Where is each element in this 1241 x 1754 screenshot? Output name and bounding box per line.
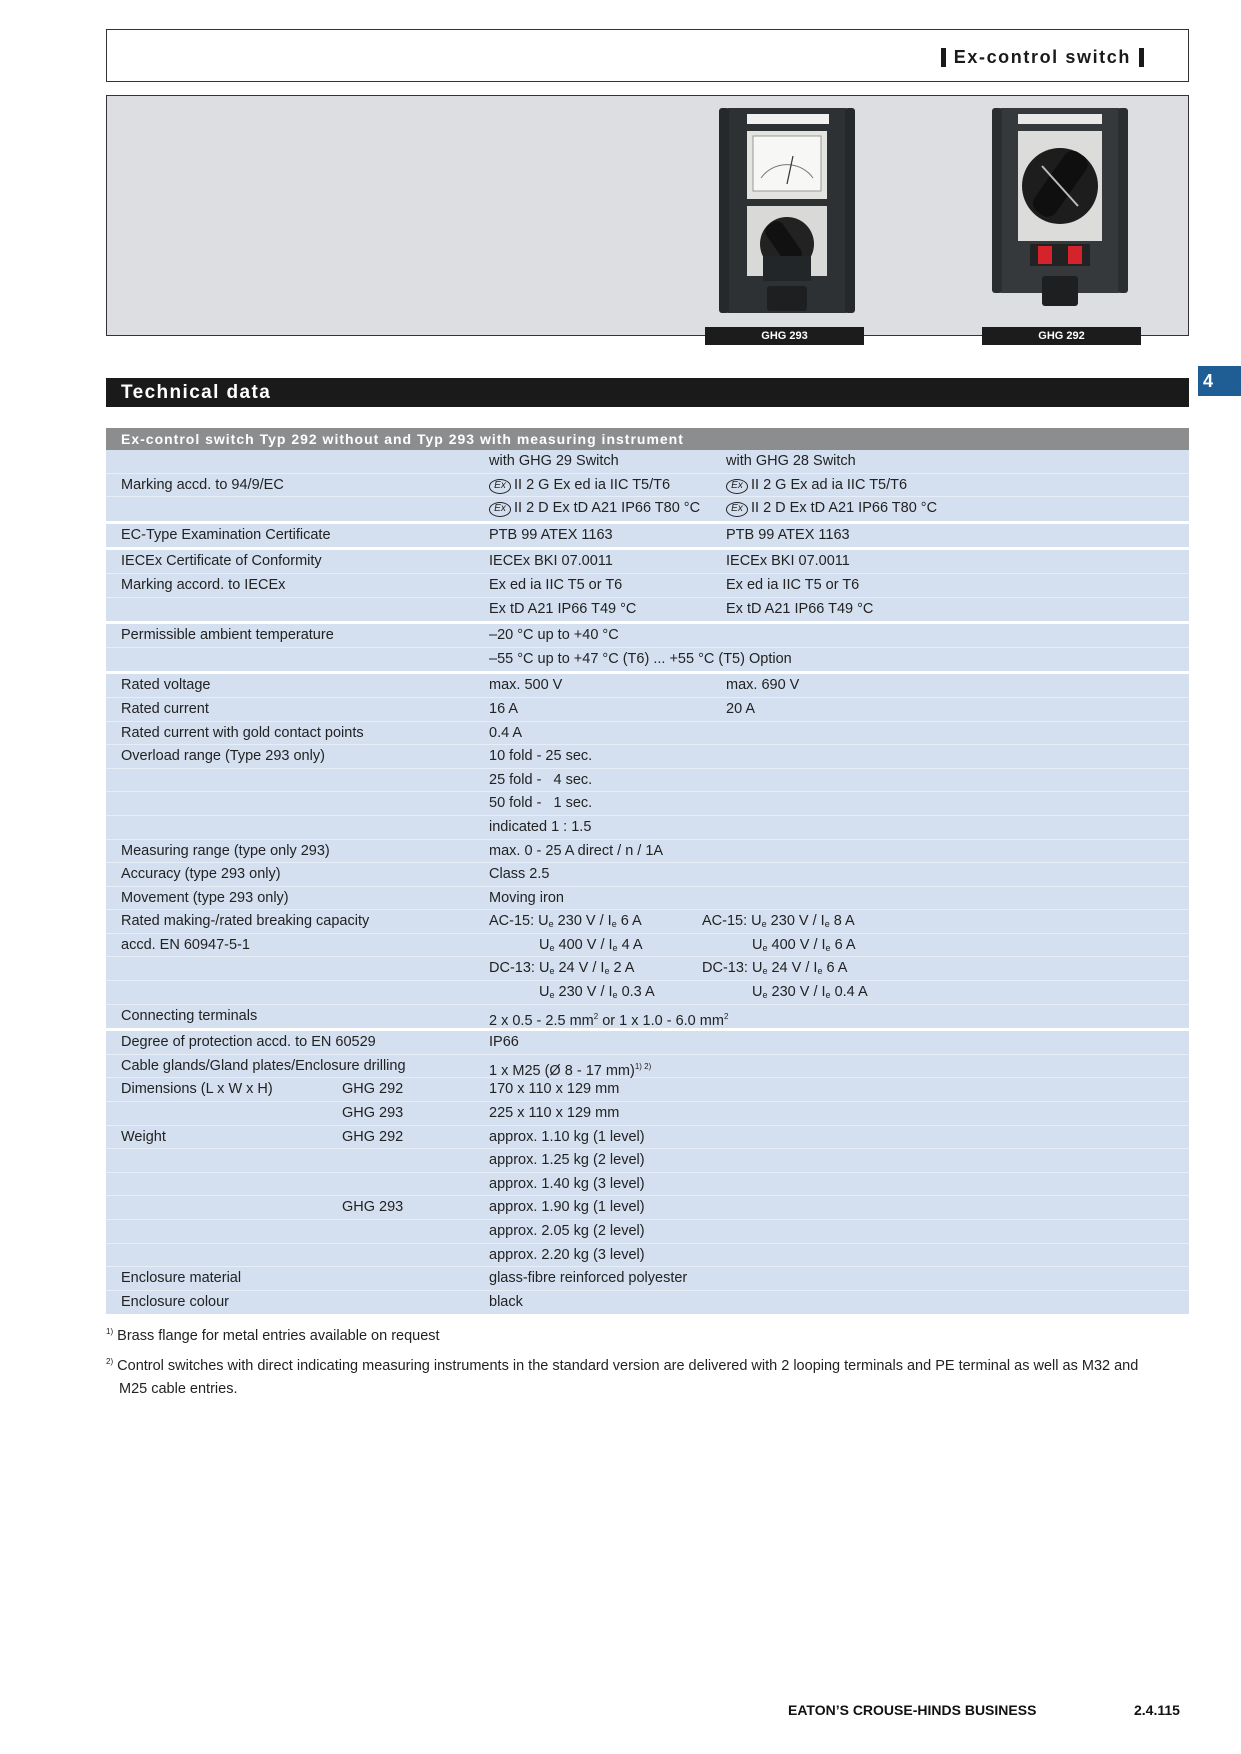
table-row <box>106 1173 1189 1197</box>
u-label: U <box>752 936 763 953</box>
table-row <box>106 1267 1189 1291</box>
cell-value: 0.4 A <box>489 724 523 741</box>
sub-label: GHG 292 <box>342 1081 404 1098</box>
row-label: Weight <box>121 1128 166 1145</box>
cell-value: glass-fibre reinforced polyester <box>489 1270 688 1287</box>
table-row <box>106 792 1189 816</box>
slash-i: / I <box>813 936 826 953</box>
row-label: Rated voltage <box>121 677 211 694</box>
cell-value: black <box>489 1293 523 1310</box>
table-row <box>106 887 1189 911</box>
row-label: Degree of protection accd. to EN 60529 <box>121 1034 376 1051</box>
sub-e: e <box>611 919 617 930</box>
cell-value: II 2 D Ex tD A21 IP66 T80 °C <box>514 500 701 517</box>
sub-e: e <box>604 966 610 977</box>
footer-page-number: 2.4.115 <box>1134 1702 1180 1718</box>
u-label: U <box>539 984 550 1001</box>
table-row <box>106 598 1189 622</box>
sub-e: e <box>549 966 555 977</box>
u-label: U <box>539 936 550 953</box>
table-row <box>106 1196 1189 1220</box>
table-heading: Ex-control switch Typ 292 without and Typ 293 with measuring instrument <box>106 428 1189 450</box>
row-label: Rated current <box>121 700 209 717</box>
header-bar-left <box>941 48 946 67</box>
cell-value: –55 °C up to +47 °C (T6) ... +55 °C (T5) Option <box>489 650 792 667</box>
table-row <box>106 957 1189 981</box>
sub-e: e <box>761 919 767 930</box>
superscript: 2 <box>593 1011 599 1021</box>
row-group-ambient <box>106 624 1189 674</box>
u-label: U <box>752 984 763 1001</box>
cell-value: II 2 G Ex ad ia IIC T5/T6 <box>751 476 908 493</box>
cell-value: 6 A <box>616 913 642 930</box>
cell-value: 25 fold - 4 sec. <box>489 771 593 788</box>
cell-value: IP66 <box>489 1034 519 1051</box>
footnote-2 <box>106 1350 1186 1401</box>
row-label: Marking accd. to 94/9/EC <box>121 476 284 493</box>
row-label: accd. EN 60947-5-1 <box>121 936 250 953</box>
sub-e: e <box>612 942 618 953</box>
footnote-text: Control switches with direct indicating measuring instruments in the standard version are delivered with 2 looping terminals and PE terminal as well as M32 and <box>117 1358 1139 1374</box>
footnote-1 <box>106 1320 440 1348</box>
cell-value: 20 A <box>726 700 756 717</box>
table-row <box>106 1078 1189 1102</box>
row-label: Rated making-/rated breaking capacity <box>121 913 370 930</box>
table-row <box>106 910 1189 934</box>
cell-value: approx. 1.40 kg (3 level) <box>489 1175 645 1192</box>
table-row <box>106 648 1189 672</box>
row-label: Overload range (Type 293 only) <box>121 748 325 765</box>
footer-company: EATON’S CROUSE-HINDS BUSINESS <box>788 1702 1037 1718</box>
cell-value: approx. 1.90 kg (1 level) <box>489 1199 645 1216</box>
cell-value: or 1 x 1.0 - 6.0 mm <box>598 1012 724 1029</box>
row-group-marking <box>106 450 1189 524</box>
cell-value: 230 V <box>553 913 600 930</box>
slash-i: / I <box>600 984 613 1001</box>
row-label: Accuracy (type 293 only) <box>121 866 281 883</box>
table-row <box>106 769 1189 793</box>
footnote-number: 2) <box>106 1357 114 1366</box>
row-group-iecex-cert <box>106 550 1189 624</box>
section-title: Technical data <box>106 378 1189 407</box>
sub-e: e <box>762 990 768 1001</box>
sub-label: GHG 292 <box>342 1128 404 1145</box>
ex-symbol-icon: Ex <box>489 479 511 494</box>
table-row <box>106 1031 1189 1055</box>
table-row <box>106 450 1189 474</box>
cell-value: IECEx BKI 07.0011 <box>726 553 850 570</box>
sub-label: GHG 293 <box>342 1105 404 1122</box>
row-label: Movement (type 293 only) <box>121 889 289 906</box>
table-row <box>106 1102 1189 1126</box>
ac15-label: AC-15: U <box>702 913 762 930</box>
cell-value: 0.4 A <box>830 984 868 1001</box>
table-row <box>106 1005 1189 1029</box>
switch-col2-header: with GHG 28 Switch <box>726 453 856 469</box>
table-row <box>106 722 1189 746</box>
cell-value: 225 x 110 x 129 mm <box>489 1105 620 1122</box>
cell-value: 1 x M25 (Ø 8 - 17 mm) <box>489 1062 635 1079</box>
row-label: Enclosure material <box>121 1270 242 1287</box>
technical-data-table <box>106 428 1189 1317</box>
table-row <box>106 574 1189 598</box>
table-row <box>106 934 1189 958</box>
sub-e: e <box>825 942 831 953</box>
row-label: Cable glands/Gland plates/Enclosure drilling <box>121 1057 406 1074</box>
table-row <box>106 524 1189 548</box>
cell-value: II 2 G Ex ed ia IIC T5/T6 <box>514 476 671 493</box>
cell-value: 400 V <box>554 936 601 953</box>
table-row <box>106 1244 1189 1268</box>
ac15-label: AC-15: U <box>489 913 549 930</box>
dc13-label: DC-13: U <box>702 960 763 977</box>
table-row <box>106 1291 1189 1315</box>
table-row <box>106 698 1189 722</box>
cell-value: –20 °C up to +40 °C <box>489 627 619 644</box>
cell-value: Moving iron <box>489 889 564 906</box>
cell-value: approx. 1.25 kg (2 level) <box>489 1152 645 1169</box>
cell-value: 4 A <box>617 936 643 953</box>
row-group-ec <box>106 524 1189 551</box>
row-group-ratings <box>106 674 1189 1031</box>
footnote-ref: 1) 2) <box>634 1061 652 1071</box>
slash-i: / I <box>813 984 826 1001</box>
ex-symbol-icon: Ex <box>726 502 748 517</box>
header-title-block <box>941 47 1144 68</box>
ghg293-product-image <box>717 106 857 316</box>
cell-value: IECEx BKI 07.0011 <box>489 553 613 570</box>
row-label: Dimensions (L x W x H) <box>121 1081 273 1098</box>
cell-value: max. 0 - 25 A direct / n / 1A <box>489 842 664 859</box>
row-label: Measuring range (type only 293) <box>121 842 330 859</box>
ghg292-product-image <box>990 106 1130 316</box>
product-image-panel <box>106 95 1189 342</box>
cell-value: 230 V <box>554 984 601 1001</box>
cell-value: max. 500 V <box>489 677 563 694</box>
table-row <box>106 497 1189 521</box>
slash-i: / I <box>599 913 612 930</box>
cell-value: 230 V <box>767 984 814 1001</box>
cell-value: approx. 1.10 kg (1 level) <box>489 1128 645 1145</box>
slash-i: / I <box>805 960 818 977</box>
cell-value: 230 V <box>766 913 813 930</box>
dc13-label: DC-13: U <box>489 960 550 977</box>
row-group-enclosure <box>106 1031 1189 1317</box>
row-label: Permissible ambient temperature <box>121 627 334 644</box>
cell-value: 50 fold - 1 sec. <box>489 795 593 812</box>
row-label: Rated current with gold contact points <box>121 724 364 741</box>
page-header <box>106 29 1189 82</box>
sub-e: e <box>825 990 831 1001</box>
cell-value: PTB 99 ATEX 1163 <box>489 526 613 543</box>
cell-value: 2 A <box>609 960 635 977</box>
cell-value: 10 fold - 25 sec. <box>489 748 593 765</box>
cell-value: 400 V <box>767 936 814 953</box>
table-row <box>106 863 1189 887</box>
cell-value: 0.3 A <box>617 984 655 1001</box>
table-row <box>106 816 1189 840</box>
cell-value: 170 x 110 x 129 mm <box>489 1081 620 1098</box>
cell-value: indicated 1 : 1.5 <box>489 818 592 835</box>
slash-i: / I <box>592 960 605 977</box>
cell-value: 2 x 0.5 - 2.5 mm <box>489 1012 594 1029</box>
superscript: 2 <box>723 1011 729 1021</box>
ex-symbol-icon: Ex <box>726 479 748 494</box>
sub-e: e <box>824 919 830 930</box>
table-row <box>106 1055 1189 1079</box>
table-row <box>106 674 1189 698</box>
cell-value: Ex tD A21 IP66 T49 °C <box>489 600 637 617</box>
cell-value: Ex tD A21 IP66 T49 °C <box>726 600 874 617</box>
sub-e: e <box>762 942 768 953</box>
table-row <box>106 1220 1189 1244</box>
sub-e: e <box>548 919 554 930</box>
sub-e: e <box>549 990 555 1001</box>
cell-value: 8 A <box>829 913 855 930</box>
table-row <box>106 981 1189 1005</box>
table-row <box>106 1126 1189 1150</box>
cell-value: 6 A <box>830 936 856 953</box>
cell-value: Class 2.5 <box>489 866 550 883</box>
slash-i: / I <box>600 936 613 953</box>
cell-value: approx. 2.05 kg (2 level) <box>489 1223 645 1239</box>
sub-e: e <box>612 990 618 1001</box>
slash-i: / I <box>812 913 825 930</box>
sub-e: e <box>549 942 555 953</box>
ghg292-label: GHG 292 <box>982 327 1141 345</box>
table-row <box>106 745 1189 769</box>
row-label: Connecting terminals <box>121 1007 258 1024</box>
cell-value: PTB 99 ATEX 1163 <box>726 526 850 543</box>
table-row <box>106 624 1189 648</box>
cell-value: approx. 2.20 kg (3 level) <box>489 1246 645 1263</box>
switch-col1-header: with GHG 29 Switch <box>489 453 619 469</box>
cell-value: 24 V <box>554 960 593 977</box>
table-row <box>106 550 1189 574</box>
cell-value: 24 V <box>767 960 806 977</box>
row-label: EC-Type Examination Certificate <box>121 526 331 543</box>
cell-value: 16 A <box>489 700 519 717</box>
table-row <box>106 474 1189 498</box>
sub-e: e <box>817 966 823 977</box>
footnote-text-cont: M25 cable entries. <box>119 1381 238 1397</box>
cell-value: II 2 D Ex tD A21 IP66 T80 °C <box>751 500 938 517</box>
cell-value: Ex ed ia IIC T5 or T6 <box>726 576 860 593</box>
row-label: Enclosure colour <box>121 1293 229 1310</box>
cell-value: 6 A <box>822 960 848 977</box>
ghg293-label: GHG 293 <box>705 327 864 345</box>
row-label: IECEx Certificate of Conformity <box>121 553 322 570</box>
cell-value: max. 690 V <box>726 677 800 694</box>
header-bar-right <box>1139 48 1144 67</box>
row-label: Marking accord. to IECEx <box>121 576 286 593</box>
footnote-number: 1) <box>106 1327 114 1336</box>
table-row <box>106 1149 1189 1173</box>
ex-symbol-icon: Ex <box>489 502 511 517</box>
table-row <box>106 840 1189 864</box>
cell-value: Ex ed ia IIC T5 or T6 <box>489 576 623 593</box>
sub-e: e <box>762 966 768 977</box>
sub-label: GHG 293 <box>342 1199 404 1216</box>
header-title: Ex-control switch <box>953 47 1131 67</box>
footnote-text: Brass flange for metal entries available on request <box>117 1328 440 1344</box>
chapter-tab[interactable]: 4 <box>1198 366 1241 396</box>
